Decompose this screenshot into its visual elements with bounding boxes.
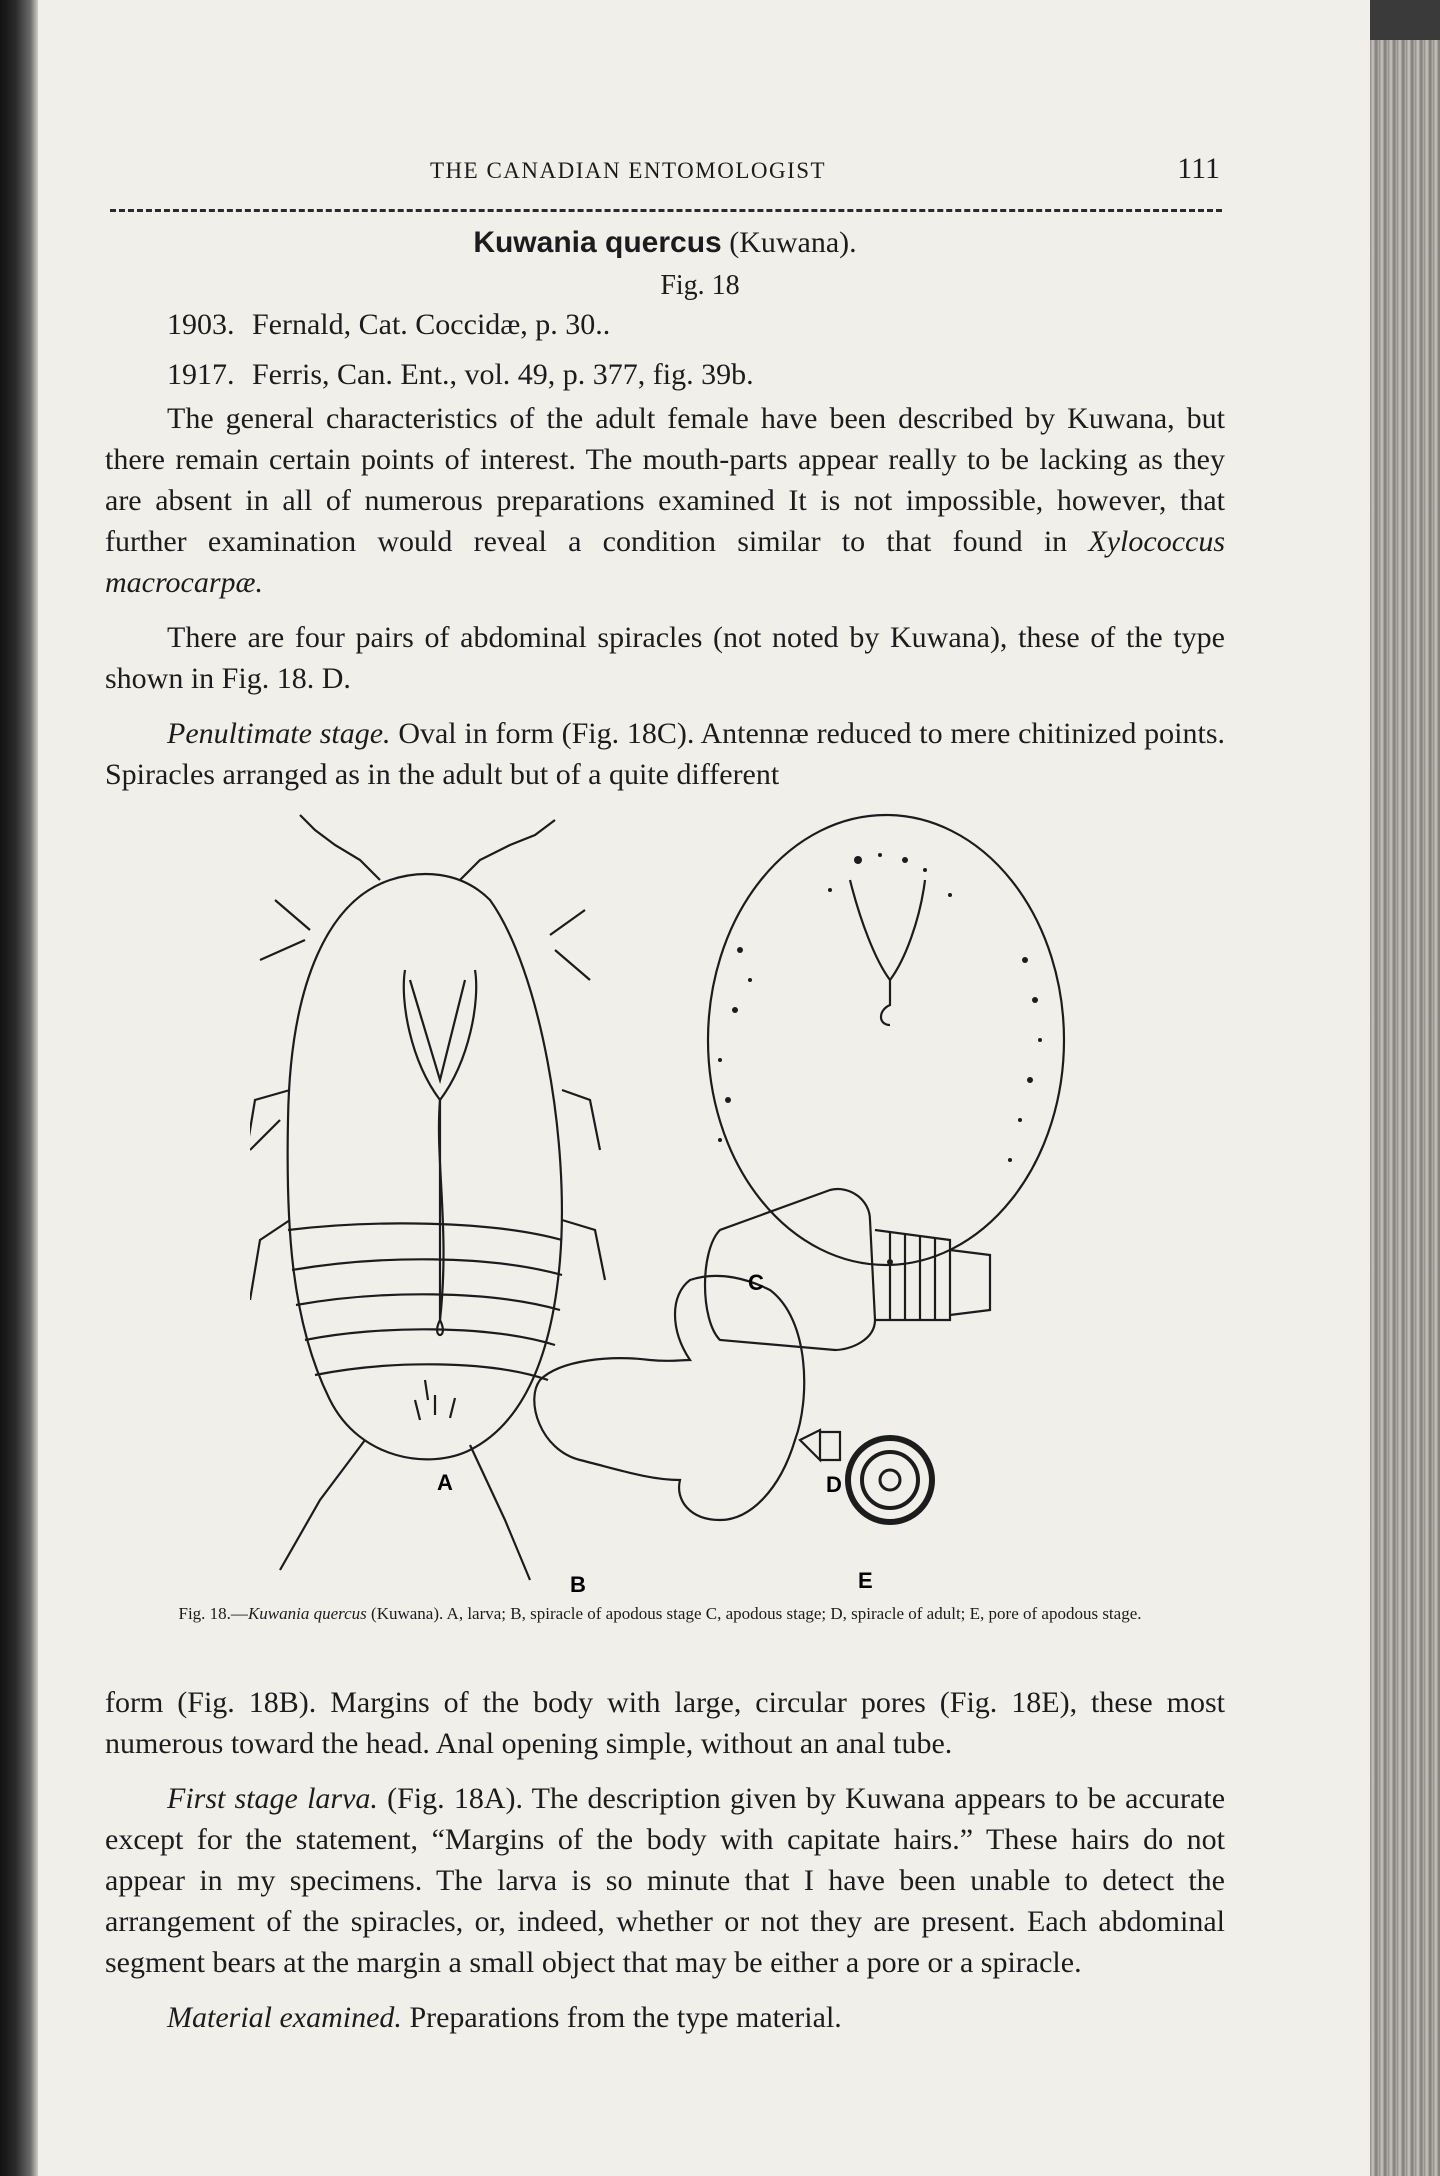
larva-drawing: [250, 815, 605, 1580]
paragraph-adult-female: [105, 398, 1225, 603]
book-page-edges: [1370, 40, 1440, 2176]
species-title-line: [105, 222, 1225, 263]
pore-drawing: [848, 1438, 932, 1522]
paragraph-text: Preparations from the type material.: [409, 2001, 842, 2034]
figure-label-e: E: [858, 1568, 873, 1593]
apodous-spiracle-drawing: [534, 1276, 840, 1520]
caption-species: Kuwania quercus: [247, 1604, 367, 1623]
page-number: 111: [1177, 152, 1220, 185]
figure-18: [250, 800, 1090, 1600]
species-name: Kuwania quercus: [473, 226, 722, 259]
citation-year: 1903.: [167, 308, 235, 341]
paragraph-first-stage-larva: [105, 1778, 1225, 1983]
paragraph-text: Oval in form (Fig. 18C). Antennæ reduced to mere chitinized points. Spiracles arranged as in the adult but of a quite different: [105, 717, 1225, 791]
figure-label-d: D: [826, 1472, 842, 1497]
paragraph-lead: Material examined.: [167, 2001, 402, 2034]
citation: [105, 300, 1225, 350]
citation-year: 1917.: [167, 358, 235, 391]
figure-caption: [140, 1604, 1180, 1623]
caption-text: (Kuwana). A, larva; B, spiracle of apodous stage C, apodous stage; D, spiracle of adult; E, pore of apodous stage.: [371, 1604, 1142, 1623]
citation-text: Fernald, Cat. Coccidæ, p. 30..: [252, 308, 611, 341]
header-rule: [110, 209, 1222, 212]
paragraph-continuation: [105, 1682, 1225, 1764]
paragraph-text: The general characteristics of the adult female have been described by Kuwana, but there remain certain points of interest. The mouth-parts appear really to be lacking as they are absent in all of numerous preparations examined It is not impossible, however, that further examination would reveal a condition similar to that found in: [105, 402, 1225, 558]
paragraph-lead: First stage larva.: [167, 1782, 378, 1815]
species-author: (Kuwana).: [729, 226, 857, 259]
species-heading: [105, 222, 1225, 306]
figure-label-a: A: [437, 1470, 453, 1495]
paragraph-lead: Penultimate stage.: [167, 717, 391, 750]
apodous-stage-drawing: [708, 815, 1064, 1265]
paragraph-text: (Fig. 18A). The description given by Kuwana appears to be accurate except for the statement, “Margins of the body with capitate hairs.” These hairs do not appear in my specimens. The larva is so minute that I have been unable to detect the arrangement of the spiracles, or, indeed, whether or not they are present. Each abdominal segment bears at the margin a small object that may be either a pore or a spiracle.: [105, 1782, 1226, 1979]
caption-lead: Fig. 18.—: [178, 1604, 248, 1623]
paragraph-text: form (Fig. 18B). Margins of the body with large, circular pores (Fig. 18E), these most numerous toward the head. Anal opening simple, without an anal tube.: [105, 1686, 1225, 1760]
citation-text: Ferris, Can. Ent., vol. 49, p. 377, fig. 39b.: [252, 358, 754, 391]
paragraph-material-examined: [105, 1997, 1225, 2038]
figure-reference: Fig. 18: [660, 270, 740, 301]
scan-left-edge: [0, 0, 38, 2176]
journal-title: THE CANADIAN ENTOMOLOGIST: [430, 158, 827, 183]
citation: [105, 350, 1225, 400]
paragraph-penultimate-stage: [105, 713, 1225, 795]
body-text-top: [105, 398, 1225, 805]
scan-right-corner: [1370, 0, 1440, 40]
citation-list: [105, 300, 1225, 400]
paragraph-spiracles: There are four pairs of abdominal spiracles (not noted by Kuwana), these of the type shown in Fig. 18. D.: [105, 621, 1225, 695]
body-text-bottom: [105, 1682, 1225, 2048]
figure-label-c: C: [748, 1270, 764, 1295]
species-reference: Xylococcus macrocarpæ.: [105, 525, 1226, 599]
figure-label-b: B: [570, 1572, 586, 1597]
running-head: [110, 152, 1220, 188]
